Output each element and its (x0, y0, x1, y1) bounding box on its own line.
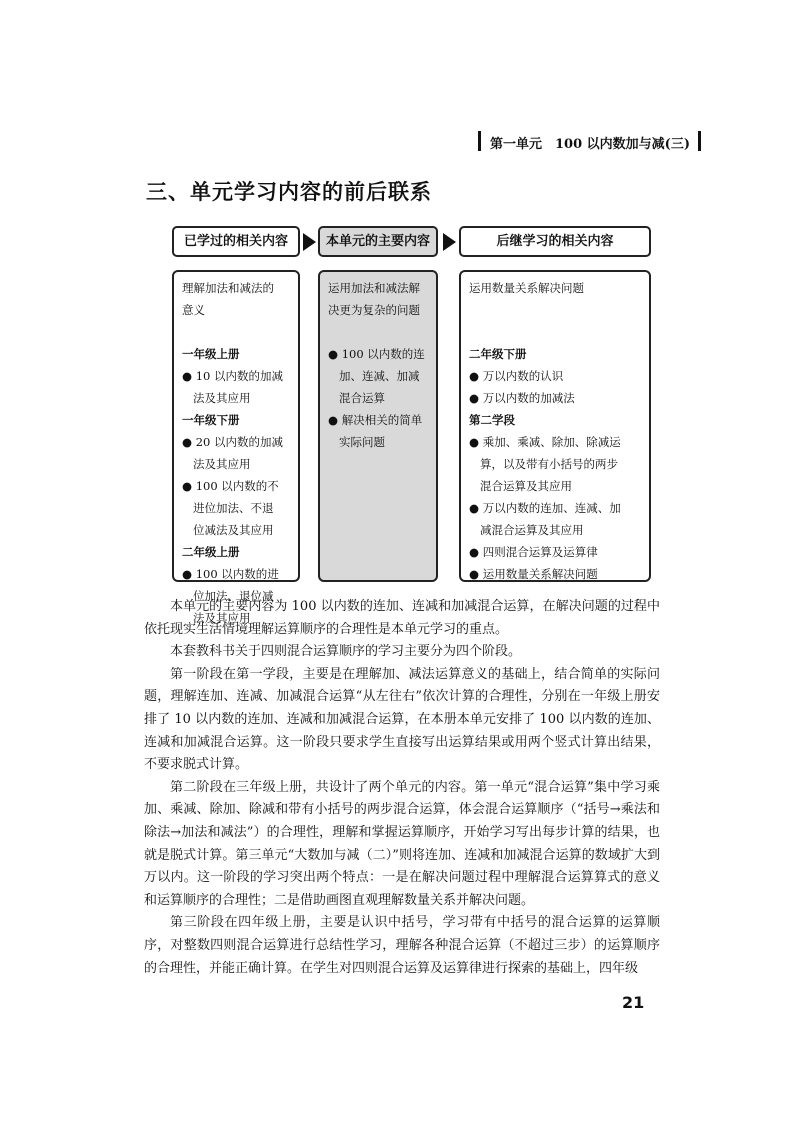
grade-heading: 第二学段 (469, 413, 515, 427)
running-header (478, 131, 718, 153)
list-item: ● 10 以内数的加减 (182, 369, 283, 383)
list-item-continuation: 混合运算及其应用 (480, 479, 572, 493)
column-intro-line: 理解加法和减法的 (182, 281, 274, 295)
list-item: ● 100 以内数的连 (328, 347, 425, 361)
list-item: ● 运用数量关系解决问题 (469, 567, 598, 581)
column-intro-line: 运用加法和减法解 (328, 281, 420, 295)
flow-box-prior: 已学过的相关内容 (172, 226, 300, 257)
list-item: ● 100 以内数的不 (182, 479, 279, 493)
list-item-continuation: 位减法及其应用 (193, 523, 274, 537)
section-title: 三、单元学习内容的前后联系 (146, 180, 432, 204)
list-item-continuation: 减混合运算及其应用 (480, 523, 584, 537)
list-item-continuation: 混合运算 (339, 391, 385, 405)
column-prior-content (172, 270, 300, 625)
list-item-continuation: 进位加法、不退 (193, 501, 274, 515)
grade-heading: 二年级上册 (182, 545, 240, 559)
list-item-continuation: 加、连减、加减 (339, 369, 420, 383)
list-item: ● 100 以内数的进 (182, 567, 279, 581)
paragraph: 第一阶段在第一学段，主要是在理解加、减法运算意义的基础上，结合简单的实际问题，理解连加、连减、加减混合运算“从左往右”依次计算的合理性，分别在一年级上册安排了 10 以内数的连加、连减和加减混合运算，在本册本单元安排了 100 以内数的连加、连减和加减混合运算。这一阶段只要求学生直接写出运算结果或用两个竖式计算出结果，不要求脱式计算。 (144, 666, 660, 773)
grade-heading: 一年级下册 (182, 413, 240, 427)
paragraph: 第三阶段在四年级上册，主要是认识中括号，学习带有中括号的混合运算的运算顺序，对整数四则混合运算进行总结性学习，理解各种混合运算（不超过三步）的运算顺序的合理性，并能正确计算。在学生对四则混合运算及运算律进行探索的基础上，四年级 (144, 915, 660, 976)
header-text: 第一单元 100 以内数加与减(三) (490, 137, 690, 152)
body-text (144, 596, 660, 980)
header-right-bar (698, 131, 701, 151)
header-left-bar (478, 131, 481, 151)
paragraph: 本单元的主要内容为 100 以内数的连加、连减和加减混合运算，在解决问题的过程中依托现实生活情境理解运算顺序的合理性是本单元学习的重点。 (144, 599, 660, 637)
paragraph: 本套教科书关于四则混合运算顺序的学习主要分为四个阶段。 (170, 644, 522, 660)
list-item: ● 乘加、乘减、除加、除减运 (469, 435, 621, 449)
column-intro-line: 运用数量关系解决问题 (469, 281, 584, 295)
column-intro-line: 决更为复杂的问题 (328, 303, 420, 317)
column-current-content (318, 270, 438, 582)
arrow-right-icon (443, 233, 456, 251)
column-intro-line: 意义 (182, 303, 205, 317)
list-item-continuation: 算，以及带有小括号的两步 (480, 457, 618, 471)
arrow-right-icon (303, 233, 316, 251)
paragraph: 第二阶段在三年级上册，共设计了两个单元的内容。第一单元“混合运算”集中学习乘加、乘减、除加、除减和带有小括号的两步混合运算，体会混合运算顺序（“括号→乘法和除法→加法和减法”）的合理性，理解和掌握运算顺序，开始学习写出每步计算的结果，也就是脱式计算。第三单元“大数加与减（二）”则将连加、连减和加减混合运算的数域扩大到万以内。这一阶段的学习突出两个特点：一是在解决问题过程中理解混合运算算式的意义和运算顺序的合理性；二是借助画图直观理解数量关系并解决问题。 (144, 779, 660, 908)
list-item-continuation: 法及其应用 (193, 611, 251, 625)
flow-box-later: 后继学习的相关内容 (459, 226, 651, 257)
list-item: ● 20 以内数的加减 (182, 435, 283, 449)
list-item: ● 万以内数的连加、连减、加 (469, 501, 621, 515)
list-item-continuation: 法及其应用 (193, 457, 251, 471)
flow-box-current: 本单元的主要内容 (318, 226, 438, 257)
list-item-continuation: 位加法、退位减 (193, 589, 274, 603)
grade-heading: 二年级下册 (469, 347, 527, 361)
grade-heading: 一年级上册 (182, 347, 240, 361)
list-item-continuation: 实际问题 (339, 435, 385, 449)
list-item-continuation: 法及其应用 (193, 391, 251, 405)
list-item: ● 解决相关的简单 (328, 413, 423, 427)
page-number: 21 (622, 993, 645, 1012)
column-later-content (459, 270, 651, 582)
list-item: ● 万以内数的认识 (469, 369, 564, 383)
list-item: ● 万以内数的加减法 (469, 391, 575, 405)
list-item: ● 四则混合运算及运算律 (469, 545, 598, 559)
